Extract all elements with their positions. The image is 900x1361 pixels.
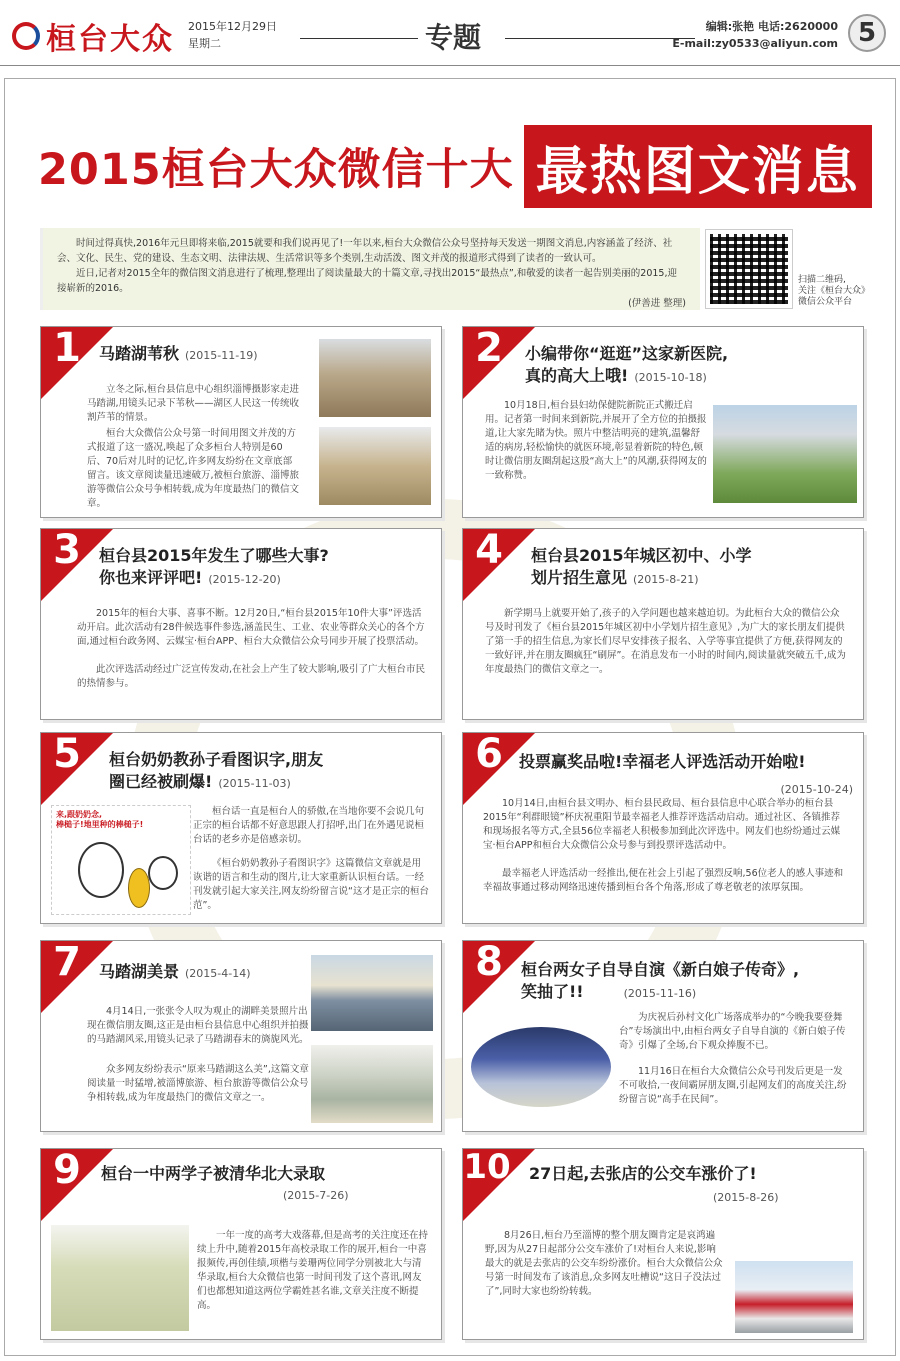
article-date: (2015-11-16) [623,987,697,1000]
article-date: (2015-4-14) [185,967,251,980]
rank-badge [41,1149,113,1221]
article-card-4[interactable] [462,528,864,720]
intro-paragraph-1: 时间过得真快,2016年元旦即将来临,2015就要和我们说再见了!一年以来,桓台大众微信公众号坚持每天发送一期图文消息,内容涵盖了经济、社会、文化、民生、党的建设、生态文明、法律法规、生活常识等多个类别,生动活泼、图文并茂的报道形式得到了读者的一致认可。 [57,238,673,264]
qr-caption-line-3: 微信公众平台 [798,297,853,307]
article-title: 27日起,去张店的公交车涨价了! [529,1164,757,1183]
article-card-10[interactable] [462,1148,864,1340]
article-body-1: 立冬之际,桓台县信息中心组织淄博摄影家走进马踏湖,用镜头记录下苇秋——湖区人民这一传统收割芦苇的情景。 [87,384,300,423]
editor-info [672,18,838,52]
grandma-face-icon [78,842,124,898]
qr-caption [798,275,870,308]
article-card-7[interactable] [40,940,442,1132]
newspaper-logo [12,14,174,58]
editor-email: E-mail:zy0533@aliyun.com [672,37,838,50]
rank-number: 10 [463,1148,511,1187]
article-card-8[interactable] [462,940,864,1132]
headline-part-2: 最热图文消息 [524,125,872,208]
intro-signature: (伊善进 整理) [628,298,686,309]
article-card-5[interactable] [40,732,442,924]
rank-number: 2 [475,326,503,371]
article-body-1: 为庆祝后孙村文化广场落成举办的“今晚我要登舞台”专场演出中,由桓台两女子自导自演的《新白娘子传奇》引爆了全场,台下观众捧腹不已。 [619,1012,846,1051]
rank-badge [463,529,535,601]
issue-date [188,18,277,52]
stage-performance-photo [471,1027,611,1107]
article-title [109,749,323,795]
lake-photo-1 [311,955,433,1031]
article-date: (2015-8-26) [713,1191,779,1204]
article-title-line-1: 桓台两女子自导自演《新白娘子传奇》, [521,960,800,979]
newspaper-name: 桓台大众 [46,22,174,57]
headline-part-1: 2015桓台大众微信十大 [38,144,514,195]
article-title-line-2: 真的高大上哦! [525,366,629,385]
article-title-line-1: 桓台县2015年城区初中、小学 [531,546,752,565]
intro-box [40,228,700,310]
hospital-photo [713,405,857,503]
article-title: 投票赢奖品啦!幸福老人评选活动开始啦! [519,752,806,771]
article-title [525,343,728,389]
article-card-1[interactable] [40,326,442,518]
rank-number: 4 [475,528,503,573]
article-title-text: 马踏湖美景 [99,962,180,981]
article-title-line-2: 你也来评评吧! [99,568,203,587]
article-body-1: 一年一度的高考大戏落幕,但是高考的关注度还在持续上升中,随着2015年高校录取工作的展开,桓台一中喜报频传,再创佳绩,项楷与姜珊两位同学分别被北大与清华录取,桓台大众微信也第一时间刊发了这个喜讯,网友们也都想知道这两位学霸姓甚名谁,文章关注度不断提高。 [197,1230,429,1311]
page-number: 5 [848,14,886,52]
intro-paragraph-2: 近日,记者对2015全年的微信图文消息进行了梳理,整理出了阅读量最大的十篇文章,寻找出2015“最热点”,和敬爱的读者一起告别美丽的2015,迎接崭新的2016。 [57,268,677,294]
header-rule-right [505,38,695,39]
article-body-1: 4月14日,一张张令人叹为观止的湖畔美景照片出现在微信朋友圈,这正是由桓台县信息中心组织并拍摄的马踏湖风采,用镜头记录了马踏湖春末的旖旎风光。 [87,1006,309,1045]
grandma-cartoon [51,805,191,915]
article-body-1: 新学期马上就要开始了,孩子的入学问题也越来越迫切。为此桓台大众的微信公众号及时刊发了《桓台县2015年城区初中小学划片招生意见》,为广大的家长朋友们提供了第一手的招生信息,为家长们尽早安排孩子报名、入学等事宜提供了方便,获得网友的一致好评,并在朋友圈疯狂“刷屏”。在消息发布一小时的时间内,阅读量就突破五千,成为年度最热门的微信文章之一。 [485,608,846,675]
rank-badge [463,1149,535,1221]
article-title: 桓台一中两学子被清华北大录取 [101,1164,326,1183]
students-photo [51,1225,189,1331]
bus-photo [735,1261,853,1333]
qr-code-icon[interactable] [706,230,792,308]
reed-harvest-photo-1 [319,339,431,417]
headline [38,126,872,206]
article-body-1: 10月14日,由桓台县文明办、桓台县民政局、桓台县信息中心联合举办的桓台县2015年“利群眼镜”杯庆祝重阳节最幸福老人推荐评选活动启动。通过社区、各镇推荐和现场报名等方式,全县56位幸福老人积极参加到此次评选中。网友们也纷纷通过云媒宝·桓台APP和桓台大众微信公众号参与到投票评选活动中。 [483,798,841,851]
article-body-2: 11月16日在桓台大众微信公众号刊发后更是一发不可收拾,一夜间霸屏朋友圈,引起网友们的高度关注,纷纷留言说“高手在民间”。 [619,1066,847,1105]
qr-caption-line-2: 关注《桓台大众》 [798,286,871,296]
article-card-9[interactable] [40,1148,442,1340]
rank-number: 3 [53,528,81,573]
article-title-line-2: 笑抽了!! [521,982,584,1001]
article-card-6[interactable] [462,732,864,924]
article-title-line-2: 划片招生意见 [531,568,628,587]
date-text: 2015年12月29日 [188,20,277,33]
lake-photo-2 [311,1045,433,1123]
article-title [521,959,799,1005]
article-title-line-2: 圈已经被刷爆! [109,772,213,791]
article-title-line-1: 桓台奶奶教孙子看图识字,朋友 [109,750,324,769]
cartoon-bubble-1: 来,跟奶奶念, [56,810,103,819]
article-date: (2015-8-21) [633,573,699,586]
grandson-face-icon [148,856,178,890]
reed-harvest-photo-2 [319,427,431,505]
rank-number: 7 [53,940,81,985]
corn-icon [128,868,150,908]
article-body-1: 10月18日,桓台县妇幼保健院新院正式搬迁启用。记者第一时间来到新院,并展开了全方位的拍摄报道,让大家先睹为快。照片中整洁明亮的建筑,温馨舒适的病房,轻松愉快的就医环境,彰显着新院的特色,顿时让微信朋友圈刮起这股“高大上”的风潮,获得网友的一致称赞。 [485,400,707,481]
article-title [531,545,752,591]
article-date: (2015-10-24) [780,783,853,796]
section-name: 专题 [425,21,482,54]
article-body-2: 《桓台奶奶教孙子看图识字》这篇微信文章就是用诙谐的语言和生动的图片,让大家重新认识桓台话。一经刊发就引起大家关注,网友纷纷留言说“这才是正宗的桓台范”。 [193,858,429,911]
article-date: (2015-10-18) [634,371,707,384]
editor-text: 编辑:张艳 电话:2620000 [705,20,838,33]
rank-number: 6 [475,732,503,777]
article-body-2: 此次评选活动经过广泛宣传发动,在社会上产生了较大影响,吸引了广大桓台市民的热情参与。 [77,664,426,689]
article-title-line-1: 小编带你“逛逛”这家新医院, [525,344,729,363]
logo-mark-icon [12,22,40,50]
article-body-2: 桓台大众微信公众号第一时间用图文并茂的方式报道了这一盛况,唤起了众多桓台人特别是60后、70后对儿时的记忆,许多网友纷纷在文章底部留言。该文章阅读量迅速破万,被桓台旅游、淄博旅游等微信公众号争相转载,成为年度最热门的微信文章。 [87,428,300,509]
article-date: (2015-7-26) [283,1189,349,1202]
article-date: (2015-11-19) [185,349,258,362]
article-date: (2015-12-20) [208,573,281,586]
article-body-1: 桓台话一直是桓台人的骄傲,在当地你要不会说几句正宗的桓台话都不好意思跟人打招呼,出门在外遇见说桓台话的老乡亦是倍感亲切。 [193,806,425,845]
article-body-1: 2015年的桓台大事、喜事不断。12月20日,“桓台县2015年10件大事”评选活动开启。此次活动有28件候选事件参选,涵盖民生、工业、农业等群众关心的各个方面,通过桓台政务网、云媒宝·桓台APP、桓台大众微信公众号同步开展了投票活动。 [77,608,425,647]
article-title [99,961,251,985]
article-body-2: 众多网友纷纷表示“原来马踏湖这么美”,这篇文章阅读量一时猛增,被淄博旅游、桓台旅游等微信公众号争相转载,成为年度最热门的微信文章之一。 [87,1064,309,1103]
article-body-2: 最幸福老人评选活动一经推出,便在社会上引起了强烈反响,56位老人的感人事迹和幸福故事通过移动网络迅速传播到桓台各个角落,形成了尊老敬老的浓厚氛围。 [483,868,844,893]
article-title [99,343,258,367]
weekday-text: 星期二 [188,37,221,50]
article-title-line-1: 桓台县2015年发生了哪些大事? [99,546,329,565]
header-rule-left [300,38,418,39]
article-card-3[interactable] [40,528,442,720]
cartoon-bubble-2: 棒槌子!地里种的棒槌子! [56,820,144,829]
rank-number: 5 [53,732,81,777]
article-title-text: 马踏湖苇秋 [99,344,180,363]
qr-caption-line-1: 扫描二维码, [798,275,846,285]
article-date: (2015-11-03) [218,777,291,790]
page-header [0,0,900,66]
article-card-2[interactable] [462,326,864,518]
rank-number: 9 [53,1148,81,1193]
rank-badge [41,733,113,805]
article-title [99,545,329,591]
rank-number: 8 [475,940,503,985]
article-body-1: 8月26日,桓台乃至淄博的整个朋友圈肯定是哀鸿遍野,因为从27日起部分公交车涨价了!对桓台人来说,影响最大的就是去张店的公交车纷纷涨价。桓台大众微信公众号第一时间发布了该消息,众多网友吐槽说“这日子没法过了”,同时大家也纷纷转载。 [485,1230,723,1297]
rank-number: 1 [53,326,81,371]
